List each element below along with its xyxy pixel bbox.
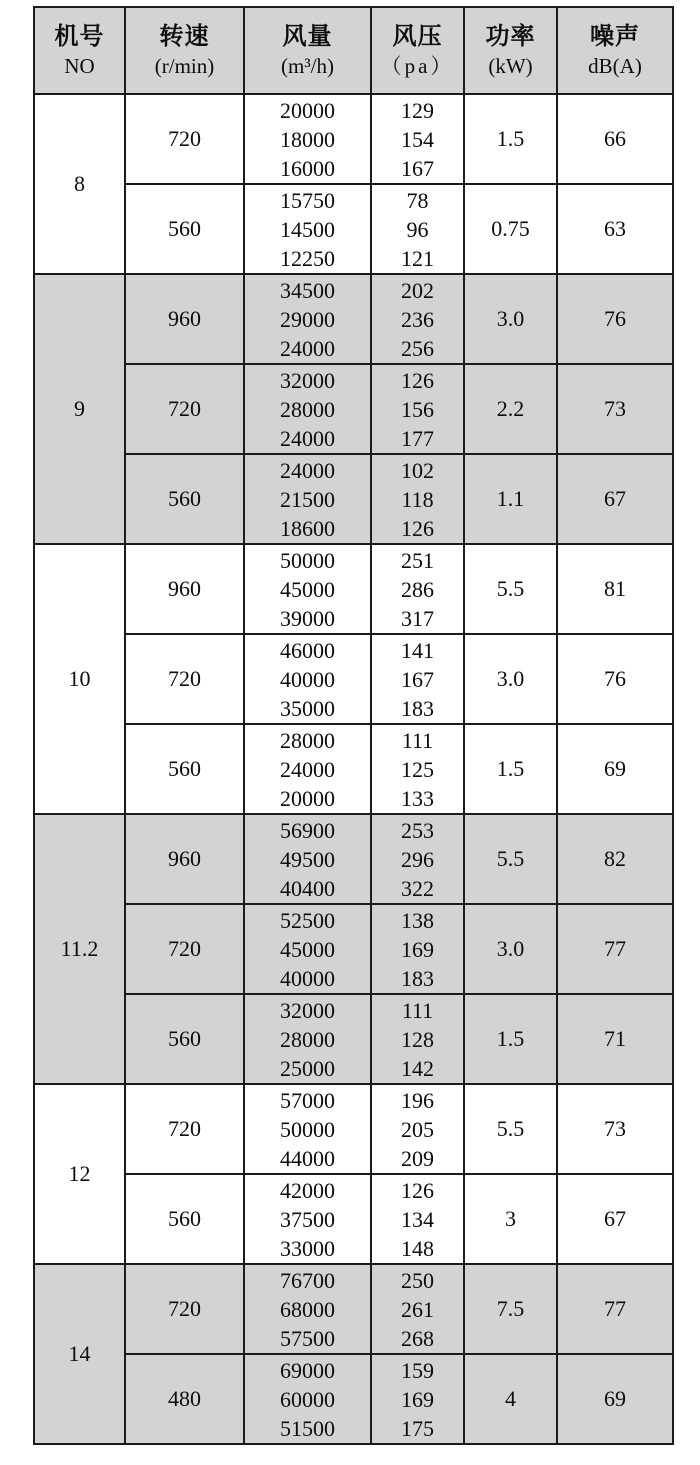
airflow-value: 21500 <box>280 486 335 512</box>
pressure-value: 78 <box>406 187 429 213</box>
speed-cell: 720 <box>125 904 244 994</box>
airflow-cell <box>244 94 371 184</box>
airflow-value: 24000 <box>280 756 335 782</box>
power-cell: 3 <box>464 1174 557 1264</box>
column-header-noise <box>557 7 673 94</box>
airflow-value: 18600 <box>280 515 335 541</box>
pressure-value: 133 <box>401 785 434 811</box>
pressure-value: 205 <box>401 1116 434 1142</box>
pressure-value: 250 <box>401 1267 434 1293</box>
pressure-value: 169 <box>401 1386 434 1412</box>
header-unit-pressure: （pa） <box>380 53 455 78</box>
pressure-cell <box>371 1174 464 1264</box>
noise-cell: 73 <box>557 1084 673 1174</box>
machine-no-cell: 9 <box>34 274 125 544</box>
airflow-value: 50000 <box>280 1116 335 1142</box>
pressure-cell <box>371 454 464 544</box>
speed-cell: 560 <box>125 1174 244 1264</box>
spec-row-no11.2-rpm720 <box>34 904 673 994</box>
pressure-value: 322 <box>401 875 434 901</box>
spec-row-no9-rpm560 <box>34 454 673 544</box>
spec-row-no11.2-rpm960 <box>34 814 673 904</box>
pressure-cell <box>371 1354 464 1444</box>
pressure-cell <box>371 274 464 364</box>
pressure-value: 251 <box>401 547 434 573</box>
airflow-cell <box>244 364 371 454</box>
airflow-value: 18000 <box>280 126 335 152</box>
header-unit-power: (kW) <box>488 53 533 78</box>
machine-no-cell: 12 <box>34 1084 125 1264</box>
noise-cell: 66 <box>557 94 673 184</box>
pressure-cell <box>371 724 464 814</box>
fan-spec-table <box>33 6 674 1445</box>
pressure-value: 256 <box>401 335 434 361</box>
noise-cell: 67 <box>557 454 673 544</box>
pressure-value: 126 <box>401 367 434 393</box>
airflow-value: 16000 <box>280 155 335 181</box>
noise-cell: 71 <box>557 994 673 1084</box>
machine-no-cell: 11.2 <box>34 814 125 1084</box>
airflow-value: 35000 <box>280 695 335 721</box>
airflow-value: 45000 <box>280 936 335 962</box>
airflow-value: 20000 <box>280 785 335 811</box>
pressure-value: 183 <box>401 965 434 991</box>
power-cell: 0.75 <box>464 184 557 274</box>
noise-cell: 73 <box>557 364 673 454</box>
pressure-value: 102 <box>401 457 434 483</box>
header-title-pressure: 风压 <box>392 23 443 50</box>
noise-cell: 63 <box>557 184 673 274</box>
pressure-value: 202 <box>401 277 434 303</box>
spec-row-no8-rpm560 <box>34 184 673 274</box>
header-unit-speed: (r/min) <box>154 53 215 78</box>
spec-row-no11.2-rpm560 <box>34 994 673 1084</box>
pressure-cell <box>371 814 464 904</box>
column-header-no <box>34 7 125 94</box>
speed-cell: 720 <box>125 1084 244 1174</box>
airflow-cell <box>244 274 371 364</box>
pressure-value: 126 <box>401 515 434 541</box>
airflow-value: 57500 <box>280 1325 335 1351</box>
airflow-value: 51500 <box>280 1415 335 1441</box>
airflow-value: 76700 <box>280 1267 335 1293</box>
power-cell: 3.0 <box>464 904 557 994</box>
power-cell: 2.2 <box>464 364 557 454</box>
table-header <box>34 7 673 94</box>
noise-cell: 76 <box>557 274 673 364</box>
pressure-value: 196 <box>401 1087 434 1113</box>
pressure-cell <box>371 634 464 724</box>
pressure-value: 126 <box>401 1177 434 1203</box>
pressure-value: 111 <box>401 727 434 753</box>
airflow-cell <box>244 454 371 544</box>
pressure-cell <box>371 544 464 634</box>
pressure-cell <box>371 1084 464 1174</box>
pressure-value: 148 <box>401 1235 434 1261</box>
power-cell: 5.5 <box>464 544 557 634</box>
airflow-value: 12250 <box>280 245 335 271</box>
airflow-value: 40000 <box>280 666 335 692</box>
power-cell: 3.0 <box>464 634 557 724</box>
spec-row-no10-rpm960 <box>34 544 673 634</box>
machine-no-cell: 8 <box>34 94 125 274</box>
airflow-cell <box>244 1174 371 1264</box>
speed-cell: 960 <box>125 544 244 634</box>
power-cell: 1.5 <box>464 994 557 1084</box>
airflow-value: 57000 <box>280 1087 335 1113</box>
airflow-value: 60000 <box>280 1386 335 1412</box>
pressure-value: 121 <box>401 245 434 271</box>
column-header-speed <box>125 7 244 94</box>
pressure-cell <box>371 184 464 274</box>
pressure-value: 236 <box>401 306 434 332</box>
airflow-value: 28000 <box>280 727 335 753</box>
pressure-value: 183 <box>401 695 434 721</box>
power-cell: 7.5 <box>464 1264 557 1354</box>
airflow-cell <box>244 724 371 814</box>
speed-cell: 720 <box>125 1264 244 1354</box>
pressure-cell <box>371 994 464 1084</box>
pressure-value: 209 <box>401 1145 434 1171</box>
airflow-value: 28000 <box>280 1026 335 1052</box>
header-unit-airflow: (m³/h) <box>281 53 334 78</box>
speed-cell: 480 <box>125 1354 244 1444</box>
airflow-value: 25000 <box>280 1055 335 1081</box>
spec-row-no10-rpm720 <box>34 634 673 724</box>
column-header-airflow <box>244 7 371 94</box>
airflow-value: 15750 <box>280 187 335 213</box>
noise-cell: 77 <box>557 904 673 994</box>
airflow-value: 69000 <box>280 1357 335 1383</box>
pressure-value: 141 <box>401 637 434 663</box>
airflow-value: 49500 <box>280 846 335 872</box>
pressure-value: 177 <box>401 425 434 451</box>
header-unit-noise: dB(A) <box>588 53 642 78</box>
pressure-value: 128 <box>401 1026 434 1052</box>
airflow-value: 37500 <box>280 1206 335 1232</box>
power-cell: 1.1 <box>464 454 557 544</box>
airflow-cell <box>244 544 371 634</box>
power-cell: 4 <box>464 1354 557 1444</box>
spec-row-no14-rpm720 <box>34 1264 673 1354</box>
spec-row-no12-rpm720 <box>34 1084 673 1174</box>
header-title-airflow: 风量 <box>282 23 333 50</box>
airflow-value: 32000 <box>280 367 335 393</box>
airflow-value: 52500 <box>280 907 335 933</box>
airflow-value: 20000 <box>280 97 335 123</box>
pressure-value: 268 <box>401 1325 434 1351</box>
airflow-value: 29000 <box>280 306 335 332</box>
noise-cell: 77 <box>557 1264 673 1354</box>
spec-row-no10-rpm560 <box>34 724 673 814</box>
pressure-value: 261 <box>401 1296 434 1322</box>
airflow-cell <box>244 1084 371 1174</box>
noise-cell: 67 <box>557 1174 673 1264</box>
pressure-value: 96 <box>406 216 429 242</box>
pressure-value: 175 <box>401 1415 434 1441</box>
pressure-value: 111 <box>401 997 434 1023</box>
pressure-cell <box>371 904 464 994</box>
airflow-cell <box>244 1264 371 1354</box>
pressure-value: 169 <box>401 936 434 962</box>
column-header-pressure <box>371 7 464 94</box>
header-title-no: 机号 <box>54 23 105 50</box>
pressure-value: 134 <box>401 1206 434 1232</box>
pressure-value: 286 <box>401 576 434 602</box>
airflow-value: 14500 <box>280 216 335 242</box>
pressure-cell <box>371 94 464 184</box>
header-title-speed: 转速 <box>159 23 210 50</box>
speed-cell: 720 <box>125 94 244 184</box>
pressure-value: 118 <box>401 486 434 512</box>
spec-row-no12-rpm560 <box>34 1174 673 1264</box>
airflow-value: 45000 <box>280 576 335 602</box>
pressure-value: 129 <box>401 97 434 123</box>
column-header-power <box>464 7 557 94</box>
noise-cell: 69 <box>557 724 673 814</box>
pressure-value: 125 <box>401 756 434 782</box>
airflow-value: 40400 <box>280 875 335 901</box>
speed-cell: 960 <box>125 274 244 364</box>
noise-cell: 76 <box>557 634 673 724</box>
airflow-value: 50000 <box>280 547 335 573</box>
pressure-value: 167 <box>401 666 434 692</box>
pressure-value: 156 <box>401 396 434 422</box>
speed-cell: 720 <box>125 364 244 454</box>
machine-no-cell: 10 <box>34 544 125 814</box>
airflow-value: 34500 <box>280 277 335 303</box>
noise-cell: 69 <box>557 1354 673 1444</box>
table-body <box>34 94 673 1444</box>
power-cell: 1.5 <box>464 724 557 814</box>
airflow-cell <box>244 994 371 1084</box>
pressure-cell <box>371 1264 464 1354</box>
airflow-value: 40000 <box>280 965 335 991</box>
header-unit-no: NO <box>64 53 95 78</box>
airflow-value: 39000 <box>280 605 335 631</box>
speed-cell: 560 <box>125 454 244 544</box>
spec-row-no9-rpm720 <box>34 364 673 454</box>
speed-cell: 560 <box>125 994 244 1084</box>
power-cell: 3.0 <box>464 274 557 364</box>
header-row <box>34 7 673 94</box>
airflow-cell <box>244 184 371 274</box>
spec-row-no14-rpm480 <box>34 1354 673 1444</box>
airflow-value: 68000 <box>280 1296 335 1322</box>
spec-row-no8-rpm720 <box>34 94 673 184</box>
power-cell: 1.5 <box>464 94 557 184</box>
machine-no-cell: 14 <box>34 1264 125 1444</box>
airflow-value: 44000 <box>280 1145 335 1171</box>
spec-row-no9-rpm960 <box>34 274 673 364</box>
airflow-value: 56900 <box>280 817 335 843</box>
airflow-cell <box>244 814 371 904</box>
pressure-value: 138 <box>401 907 434 933</box>
noise-cell: 81 <box>557 544 673 634</box>
airflow-value: 46000 <box>280 637 335 663</box>
pressure-value: 142 <box>401 1055 434 1081</box>
pressure-value: 167 <box>401 155 434 181</box>
pressure-value: 159 <box>401 1357 434 1383</box>
airflow-value: 24000 <box>280 457 335 483</box>
pressure-value: 154 <box>401 126 434 152</box>
pressure-value: 296 <box>401 846 434 872</box>
airflow-cell <box>244 634 371 724</box>
power-cell: 5.5 <box>464 1084 557 1174</box>
airflow-value: 33000 <box>280 1235 335 1261</box>
airflow-value: 32000 <box>280 997 335 1023</box>
pressure-cell <box>371 364 464 454</box>
airflow-value: 24000 <box>280 425 335 451</box>
airflow-value: 42000 <box>280 1177 335 1203</box>
speed-cell: 560 <box>125 184 244 274</box>
noise-cell: 82 <box>557 814 673 904</box>
pressure-value: 253 <box>401 817 434 843</box>
airflow-value: 24000 <box>280 335 335 361</box>
airflow-cell <box>244 1354 371 1444</box>
pressure-value: 317 <box>401 605 434 631</box>
speed-cell: 720 <box>125 634 244 724</box>
speed-cell: 560 <box>125 724 244 814</box>
speed-cell: 960 <box>125 814 244 904</box>
airflow-cell <box>244 904 371 994</box>
header-title-power: 功率 <box>485 23 536 50</box>
airflow-value: 28000 <box>280 396 335 422</box>
header-title-noise: 噪声 <box>590 23 640 50</box>
power-cell: 5.5 <box>464 814 557 904</box>
